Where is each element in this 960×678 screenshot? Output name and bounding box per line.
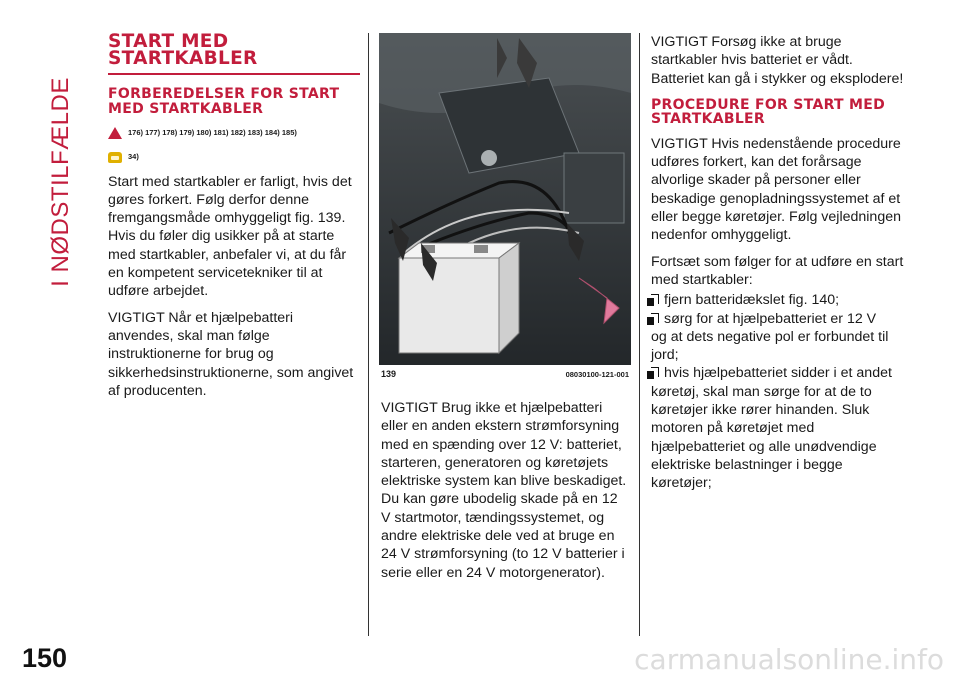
list-item-continuation: og at dets negative pol er forbundet til jord; (651, 328, 889, 364)
caution-references: 34) (108, 148, 360, 166)
paragraph: VIGTIGT Forsøg ikke at bruge startkabler hvis batteriet er vådt. Batteriet kan gå i stykker og eksplodere! (651, 34, 904, 87)
car-caution-icon (108, 152, 122, 163)
column-3 (651, 33, 906, 493)
warning-references: 176) 177) 178) 179) 180) 181) 182) 183) 184) 185) (108, 124, 360, 142)
column-1 (108, 33, 360, 408)
paragraph: VIGTIGT Hvis nedenstående procedure udføres forkert, kan det forårsage alvorlige skader på personer eller beskadige genopladningssystemet af et eller begge køretøjer. Følg vejledningen nedenfor omhyggeligt. (651, 135, 901, 244)
bullet-icon (651, 294, 659, 304)
section-heading: START MED STARTKABLER (108, 33, 360, 75)
list-item: fjern batteridækslet fig. 140; (651, 291, 906, 309)
figure-139 (379, 33, 631, 383)
column-divider (368, 33, 369, 636)
page-number: 150 (22, 643, 68, 673)
column-divider (639, 33, 640, 636)
watermark: carmanualsonline.info (634, 643, 944, 676)
list-item: hvis hjælpebatteriet sidder i et andet (651, 364, 906, 382)
subsection-heading: PROCEDURE FOR START MED STARTKABLER (651, 96, 886, 128)
paragraph: Fortsæt som følger for at udføre en start med startkabler: (651, 253, 904, 288)
bullet-icon (651, 313, 659, 323)
warning-triangle-icon (108, 127, 122, 139)
section-side-label: I NØDSTILFÆLDE (47, 77, 75, 287)
column-2 (381, 399, 631, 590)
list-item: sørg for at hjælpebatteriet er 12 V (651, 310, 906, 328)
engine-bay-illustration (379, 33, 631, 365)
paragraph: VIGTIGT Brug ikke et hjælpebatteri eller en anden ekstern strømforsyning med en spænding over 12 V: batteriet, starteren, generatoren og køretøjets elektriske system kan blive beskadiget. Du kan gøre ubodelig skade på en 12 V startmotor, tændingssystemet, og andre elektriske dele ved at bruge en 24 V strømforsyning (to 12 V batterier i serie eller en 24 V motorgenerator). (381, 400, 627, 581)
bullet-icon (651, 367, 659, 377)
list-item-continuation: køretøj, skal man sørge for at de to køretøjer ikke rører hinanden. Sluk motoren på køretøjet med hjælpebatteriet og alle unødvendige elektriske belastninger i begge køretøjer; (651, 383, 877, 492)
subsection-heading: FORBEREDELSER FOR START MED STARTKABLER (108, 86, 340, 117)
figure-number: 139 (381, 369, 397, 379)
figure-code: 08030100-121-001 (565, 370, 629, 379)
paragraph: Start med startkabler er farligt, hvis det gøres forkert. Følg derfor denne fremgangsmåde omhyggeligt fig. 139. Hvis du føler dig usikker på at starte med startkabler, anbefaler vi, at du får en kompetent servicetekniker til at udføre arbejdet. (108, 173, 352, 300)
paragraph: VIGTIGT Når et hjælpebatteri anvendes, skal man følge instruktionerne for brug og sikkerhedsinstruktionerne, som angivet af producenten. (108, 309, 354, 399)
